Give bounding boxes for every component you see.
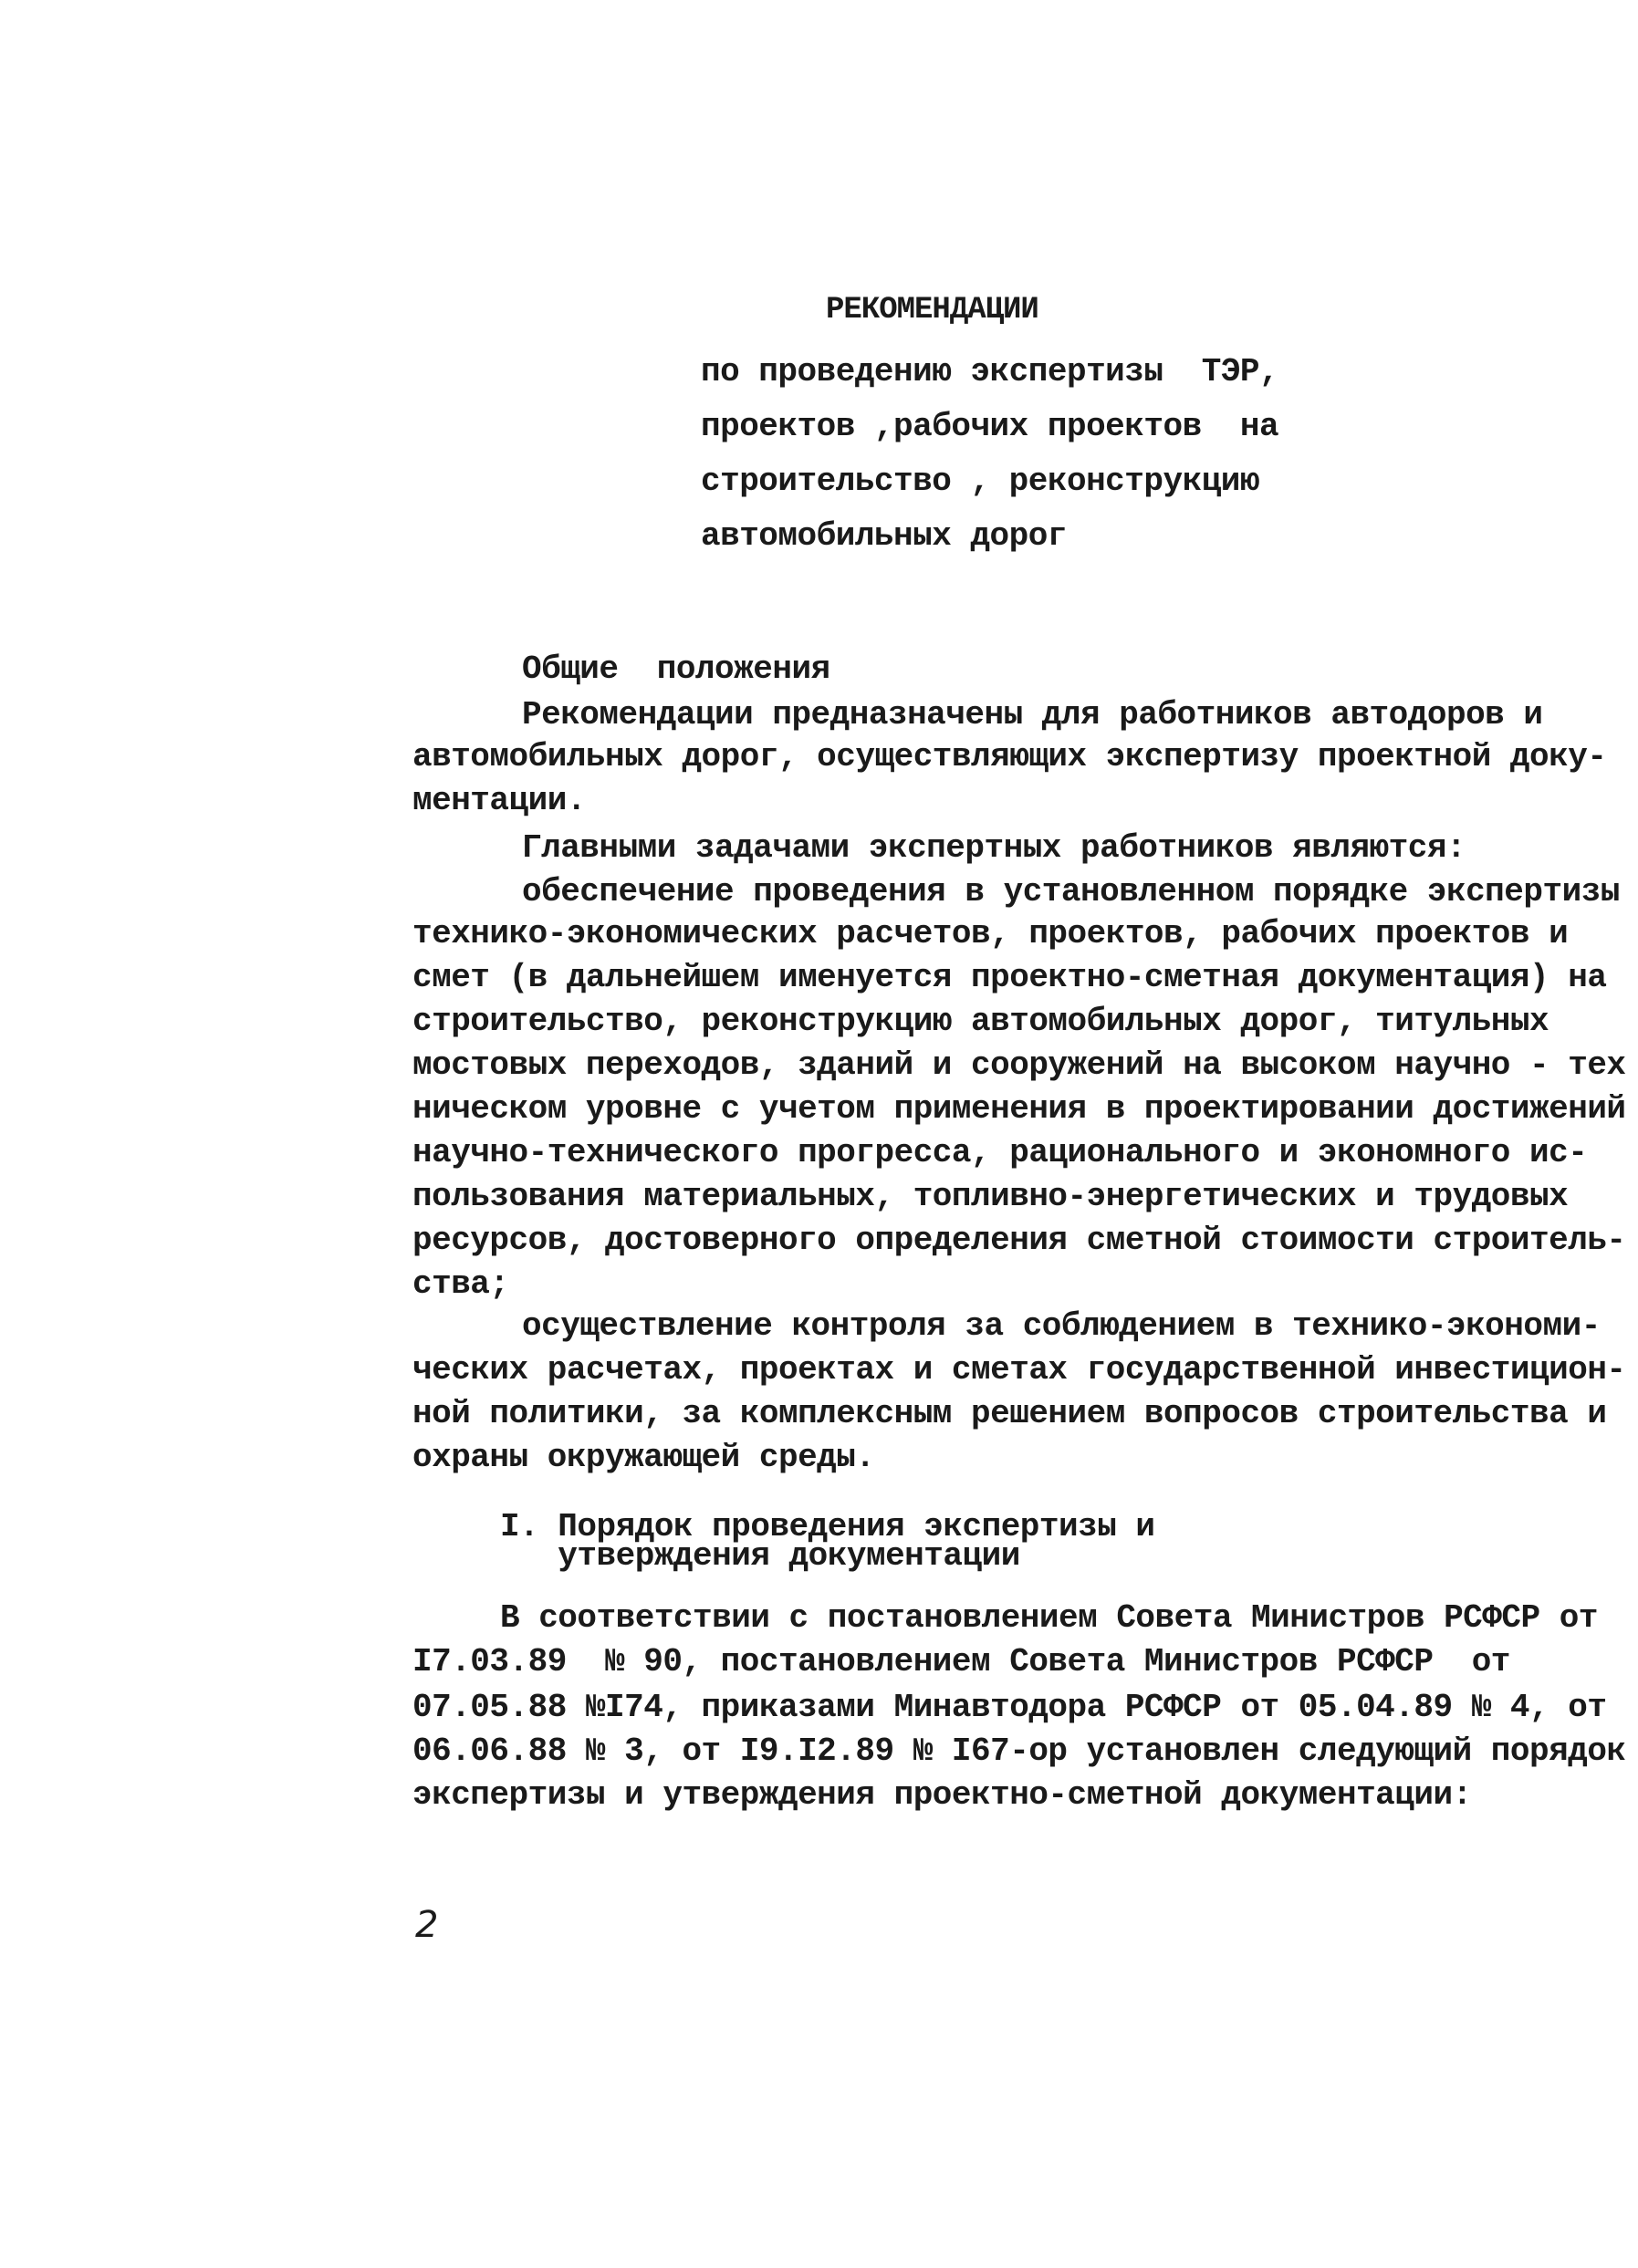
- document-subtitle-line: строительство , реконструкцию: [701, 463, 1260, 500]
- paragraph-line: ресурсов, достоверного определения сметной стоимости строитель-: [412, 1222, 1626, 1259]
- paragraph-line: Главными задачами экспертных работников являются:: [522, 829, 1466, 867]
- paragraph-line: ническом уровне с учетом применения в проектировании достижений: [412, 1090, 1626, 1128]
- general-provisions-heading: Общие положения: [522, 650, 830, 688]
- paragraph-line: ной политики, за комплексным решением вопросов строительства и: [412, 1395, 1607, 1432]
- paragraph-line: В соответствии с постановлением Совета Министров РСФСР от: [500, 1599, 1598, 1637]
- paragraph-line: 07.05.88 №I74, приказами Минавтодора РСФСР от 05.04.89 № 4, от: [412, 1689, 1607, 1726]
- paragraph-line: автомобильных дорог, осуществляющих экспертизу проектной доку-: [412, 738, 1607, 775]
- paragraph-line: мостовых переходов, зданий и сооружений на высоком научно - тех: [412, 1046, 1626, 1084]
- document-title: РЕКОМЕНДАЦИИ: [826, 293, 1038, 328]
- paragraph-line: 06.06.88 № 3, от I9.I2.89 № I67-ор установлен следующий порядок: [412, 1732, 1626, 1770]
- paragraph-line: I7.03.89 № 90, постановлением Совета Министров РСФСР от: [412, 1643, 1510, 1680]
- paragraph-line: охраны окружающей среды.: [412, 1439, 875, 1476]
- paragraph-line: ментации.: [412, 782, 586, 819]
- paragraph-line: ства;: [412, 1265, 509, 1303]
- paragraph-line: строительство, реконструкцию автомобильных дорог, титульных: [412, 1003, 1549, 1040]
- paragraph-line: экспертизы и утверждения проектно-сметной документации:: [412, 1776, 1472, 1814]
- section-heading: утверждения документации: [500, 1537, 1020, 1575]
- document-subtitle-line: проектов ,рабочих проектов на: [701, 408, 1279, 445]
- paragraph-line: технико-экономических расчетов, проектов, рабочих проектов и: [412, 915, 1569, 952]
- paragraph-line: обеспечение проведения в установленном порядке экспертизы: [522, 873, 1620, 910]
- paragraph-line: Рекомендации предназначены для работников автодоров и: [522, 696, 1543, 733]
- paragraph-line: ческих расчетах, проектах и сметах государственной инвестицион-: [412, 1351, 1626, 1389]
- paragraph-line: научно-технического прогресса, рационального и экономного ис-: [412, 1134, 1588, 1171]
- document-subtitle-line: по проведению экспертизы ТЭР,: [701, 353, 1279, 390]
- paragraph-line: смет (в дальнейшем именуется проектно-сметная документация) на: [412, 959, 1607, 996]
- paragraph-line: осуществление контроля за соблюдением в технико-экономи-: [522, 1307, 1601, 1345]
- paragraph-line: пользования материальных, топливно-энергетических и трудовых: [412, 1178, 1569, 1215]
- section-heading: I. Порядок проведения экспертизы и: [500, 1508, 1155, 1545]
- page-number: 2: [415, 1904, 438, 1946]
- document-subtitle-line: автомобильных дорог: [701, 517, 1067, 555]
